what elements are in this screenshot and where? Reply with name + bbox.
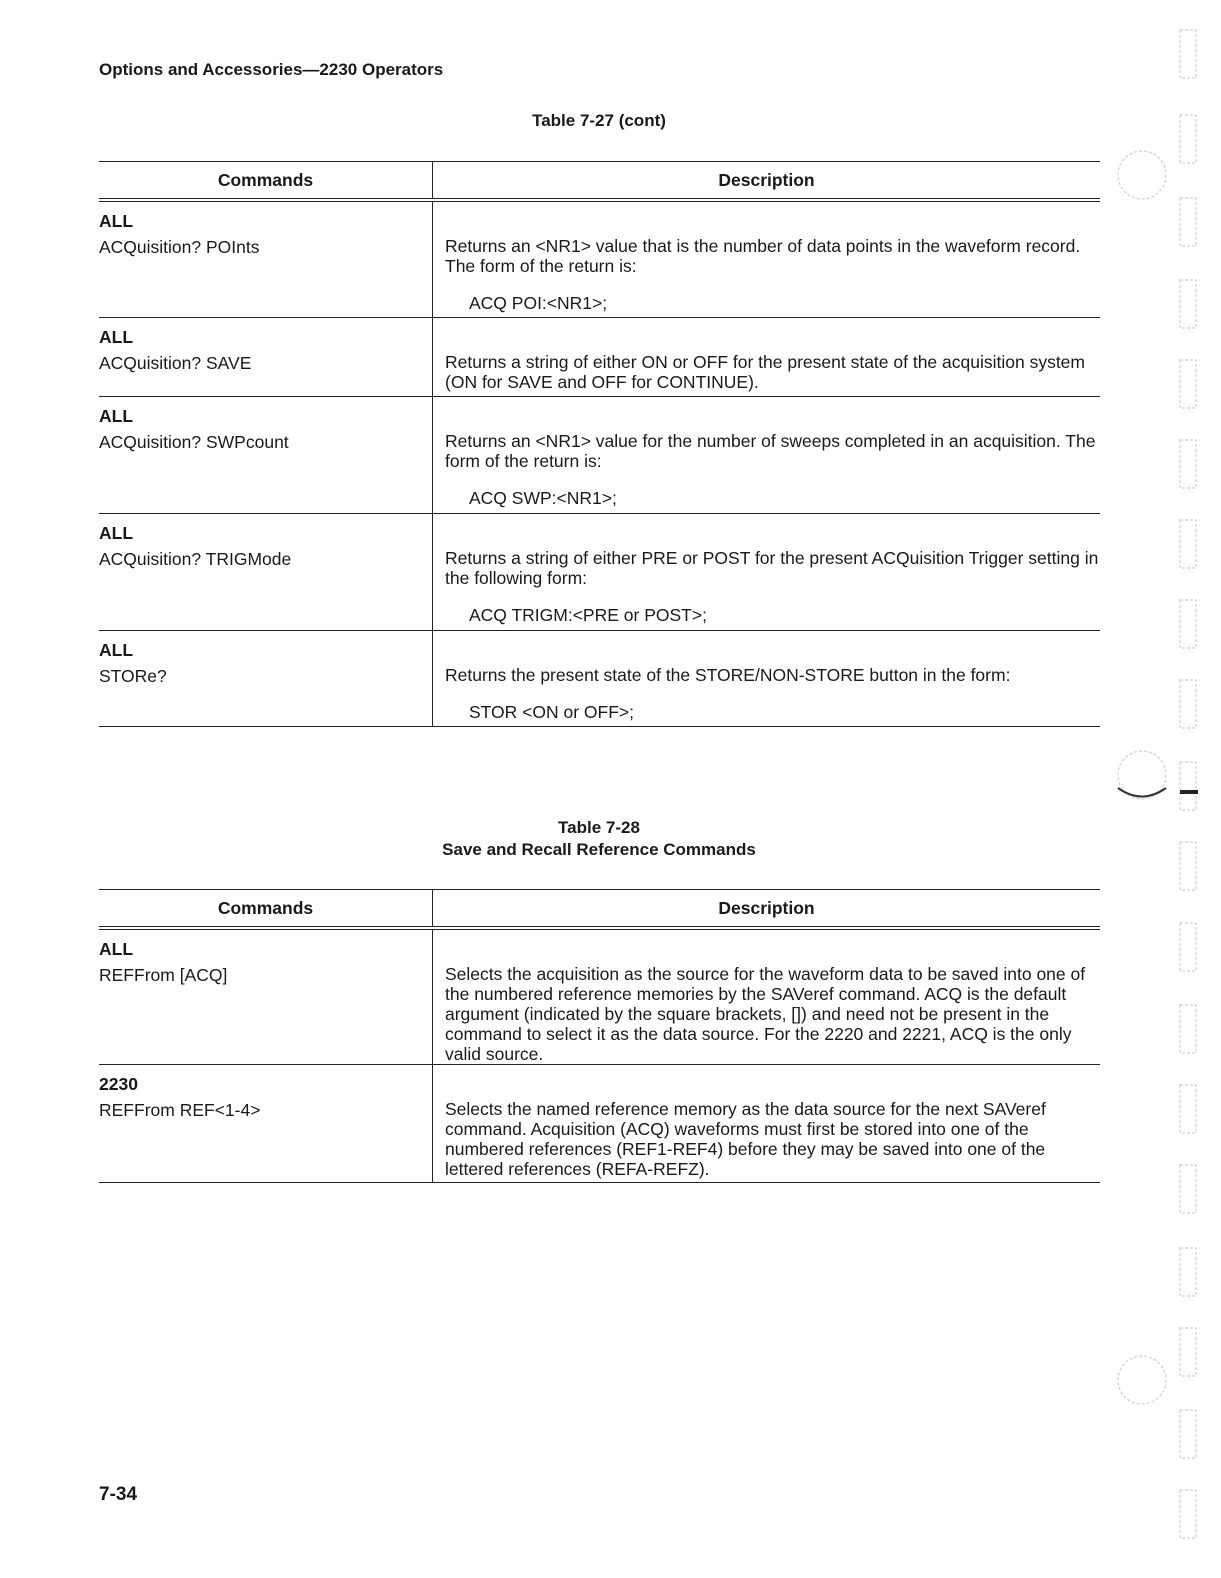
table-row <box>99 200 1100 317</box>
table-row <box>99 317 1100 396</box>
description-header: Description <box>433 890 1101 929</box>
return-form: ACQ SWP:<NR1>; <box>469 487 617 508</box>
running-header: Options and Accessories—2230 Operators <box>99 60 444 79</box>
command-group: ALL <box>99 326 134 347</box>
table-7-28 <box>99 889 1100 1183</box>
table-row <box>99 513 1100 630</box>
description-text: Returns an <NR1> value that is the number of data points in the waveform record. The form of the return is: <box>445 236 1081 276</box>
description-text: Returns the present state of the STORE/NON-STORE button in the form: <box>445 664 1011 685</box>
commands-header: Commands <box>99 162 433 201</box>
table-title: Save and Recall Reference Commands <box>442 840 756 859</box>
table-7-27-caption: Table 7-27 (cont) <box>532 111 666 130</box>
command-text: ACQuisition? TRIGMode <box>99 548 292 569</box>
table-number: Table 7-28 <box>558 818 640 837</box>
command-group: ALL <box>99 522 134 543</box>
table-row <box>99 396 1100 513</box>
command-text: REFFrom REF<1-4> <box>99 1100 261 1120</box>
command-text: ACQuisition? SAVE <box>99 352 252 373</box>
binder-tabs-decoration <box>1110 20 1210 1560</box>
command-group: ALL <box>99 639 134 660</box>
command-group: 2230 <box>99 1074 138 1094</box>
return-form: ACQ POI:<NR1>; <box>469 293 608 313</box>
description-text: Returns an <NR1> value for the number of sweeps completed in an acquisition. The form of the return is: <box>445 430 1096 471</box>
command-group: ALL <box>99 211 134 231</box>
command-text: ACQuisition? POInts <box>99 237 260 257</box>
command-group: ALL <box>99 405 134 426</box>
description-text: Returns a string of either PRE or POST for the present ACQuisition Trigger setting in the following form: <box>445 547 1099 588</box>
command-group: ALL <box>99 939 134 959</box>
description-text: Selects the named reference memory as the data source for the next SAVeref command. Acquisition (ACQ) waveforms must first be stored into one of the numbered references (REF1-REF4) before they may be saved into one of the lettered references (REFA-REFZ). <box>445 1099 1046 1179</box>
description-text: Returns a string of either ON or OFF for the present state of the acquisition system (ON for SAVE and OFF for CONTINUE). <box>445 351 1085 392</box>
table-row <box>99 630 1100 726</box>
table-row <box>99 1065 1100 1183</box>
command-text: ACQuisition? SWPcount <box>99 431 289 452</box>
table-7-28-caption <box>99 817 1099 861</box>
return-form: ACQ TRIGM:<PRE or POST>; <box>469 604 707 625</box>
return-form: STOR <ON or OFF>; <box>469 701 634 722</box>
table-row <box>99 928 1100 1065</box>
commands-header: Commands <box>99 890 433 929</box>
page-number: 7-34 <box>99 1484 138 1505</box>
description-header: Description <box>433 162 1101 201</box>
command-text: STORe? <box>99 665 167 686</box>
table-7-27 <box>99 161 1100 727</box>
description-text: Selects the acquisition as the source for the waveform data to be saved into one of the numbered reference memories by the SAVeref command. ACQ is the default argument (indicated by the square brackets, []) and need not be present in the command to select it as the data source. For the 2220 and 2221, ACQ is the only valid source. <box>445 964 1086 1064</box>
command-text: REFFrom [ACQ] <box>99 965 228 985</box>
